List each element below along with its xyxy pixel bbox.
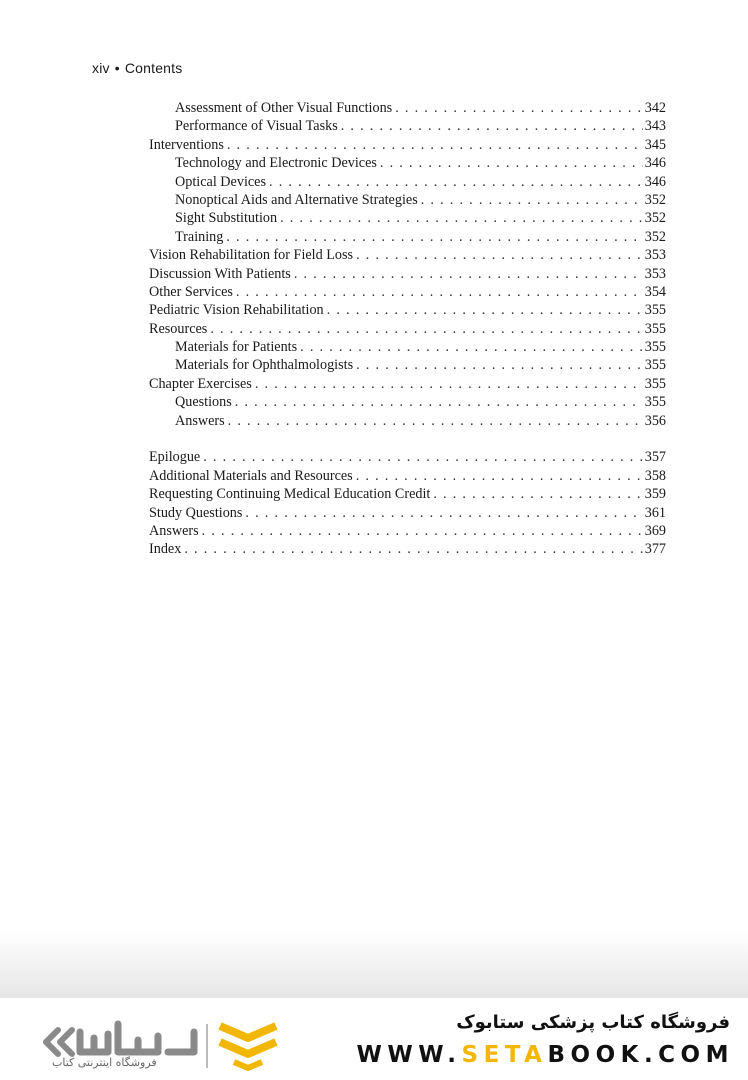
table-of-contents — [149, 99, 666, 559]
dot-leader — [245, 504, 642, 522]
toc-entry-page: 355 — [644, 394, 666, 411]
toc-entry-page: 355 — [644, 339, 666, 356]
toc-entry-title: Study Questions — [149, 504, 243, 521]
toc-entry-title: Nonoptical Aids and Alternative Strategies — [175, 191, 418, 208]
toc-entry-title: Sight Substitution — [175, 210, 278, 227]
toc-entry-page: 346 — [644, 155, 666, 172]
page-numeral: xiv — [92, 60, 110, 76]
toc-entry-title: Assessment of Other Visual Functions — [175, 100, 393, 116]
toc-entry-page: 355 — [644, 375, 666, 392]
toc-entry — [149, 504, 666, 522]
toc-entry-title: Interventions — [149, 136, 224, 153]
section-title: Contents — [124, 60, 183, 76]
toc-entry — [149, 448, 666, 466]
toc-entry-page: 355 — [644, 357, 666, 374]
toc-entry-page: 352 — [644, 228, 666, 245]
toc-entry — [149, 301, 666, 319]
store-name: فروشگاه کتاب پزشکی ستابوک — [456, 1012, 730, 1033]
toc-entry-page: 369 — [644, 522, 666, 539]
dot-leader — [210, 320, 642, 338]
toc-entry — [149, 356, 666, 374]
toc-entry — [149, 209, 666, 227]
url-accent: SETA — [461, 1042, 548, 1068]
toc-entry — [149, 522, 666, 540]
toc-entry-title: Index — [149, 541, 182, 558]
dot-leader — [280, 209, 643, 227]
toc-entry-title: Other Services — [149, 283, 233, 300]
toc-entry-page: 342 — [644, 100, 666, 116]
toc-entry — [149, 375, 666, 393]
toc-main-list — [149, 99, 666, 430]
dot-leader — [341, 117, 643, 135]
dot-leader — [184, 540, 642, 558]
toc-entry-title: Epilogue — [149, 449, 201, 466]
dot-leader — [380, 154, 643, 172]
toc-entry-page: 345 — [644, 136, 666, 153]
toc-entry — [149, 246, 666, 264]
toc-entry — [149, 283, 666, 301]
toc-entry-title: Training — [175, 228, 224, 245]
bottom-fade — [0, 930, 748, 998]
dot-leader — [228, 412, 643, 430]
toc-entry — [149, 173, 666, 191]
toc-entry-title: Additional Materials and Resources — [149, 467, 353, 484]
toc-entry-title: Materials for Ophthalmologists — [175, 357, 354, 374]
toc-entry-page: 355 — [644, 302, 666, 319]
running-head — [92, 60, 182, 76]
toc-entry-page: 354 — [644, 283, 666, 300]
toc-entry-title: Answers — [149, 522, 199, 539]
toc-entry — [149, 117, 666, 135]
toc-entry-page: 343 — [644, 118, 666, 135]
dot-leader — [356, 467, 643, 485]
url-prefix: WWW. — [356, 1042, 462, 1068]
dot-leader — [421, 191, 643, 209]
dot-leader — [255, 375, 643, 393]
dot-leader — [356, 356, 643, 374]
dot-leader — [433, 485, 642, 503]
toc-gap — [149, 430, 666, 448]
bullet-separator: • — [114, 60, 120, 76]
toc-entry — [149, 99, 666, 117]
dot-leader — [203, 448, 642, 466]
dot-leader — [395, 99, 643, 117]
toc-entry — [149, 320, 666, 338]
toc-entry — [149, 393, 666, 411]
toc-entry — [149, 338, 666, 356]
toc-entry — [149, 412, 666, 430]
toc-entry-page: 353 — [644, 265, 666, 282]
toc-entry — [149, 485, 666, 503]
store-url — [357, 1042, 734, 1068]
logo-caption: فروشگاه اینترنتی کتاب — [52, 1056, 157, 1069]
toc-entry-title: Resources — [149, 320, 208, 337]
toc-entry-title: Pediatric Vision Rehabilitation — [149, 302, 324, 319]
dot-leader — [227, 136, 643, 154]
dot-leader — [294, 265, 643, 283]
toc-entry — [149, 467, 666, 485]
dot-leader — [236, 283, 643, 301]
toc-entry — [149, 136, 666, 154]
toc-entry — [149, 228, 666, 246]
watermark-banner — [0, 998, 748, 1080]
toc-entry-title: Questions — [175, 394, 232, 411]
toc-entry — [149, 191, 666, 209]
toc-entry-title: Performance of Visual Tasks — [175, 118, 338, 135]
dot-leader — [235, 393, 643, 411]
toc-entry-title: Technology and Electronic Devices — [175, 155, 377, 172]
toc-entry-page: 377 — [644, 541, 666, 558]
toc-entry-page: 361 — [644, 504, 666, 521]
toc-entry-title: Requesting Continuing Medical Education Credit — [149, 486, 431, 503]
toc-entry-title: Optical Devices — [175, 173, 266, 190]
dot-leader — [356, 246, 643, 264]
url-suffix: BOOK.COM — [547, 1042, 734, 1068]
toc-entry-title: Answers — [175, 412, 225, 429]
toc-entry-page: 358 — [644, 467, 666, 484]
toc-entry-page: 352 — [644, 210, 666, 227]
toc-entry-title: Discussion With Patients — [149, 265, 291, 282]
toc-entry — [149, 540, 666, 558]
toc-entry — [149, 265, 666, 283]
dot-leader — [269, 173, 643, 191]
toc-back-matter-list — [149, 448, 666, 558]
toc-entry-title: Chapter Exercises — [149, 375, 252, 392]
dot-leader — [300, 338, 643, 356]
toc-entry-page: 359 — [644, 486, 666, 503]
toc-entry-page: 355 — [644, 320, 666, 337]
toc-entry-page: 357 — [644, 449, 666, 466]
dot-leader — [327, 301, 643, 319]
dot-leader — [202, 522, 643, 540]
toc-entry-page: 352 — [644, 191, 666, 208]
toc-entry-page: 356 — [644, 412, 666, 429]
dot-leader — [226, 228, 642, 246]
toc-entry — [149, 154, 666, 172]
toc-entry-title: Materials for Patients — [175, 339, 298, 356]
toc-entry-title: Vision Rehabilitation for Field Loss — [149, 247, 354, 264]
toc-entry-page: 353 — [644, 247, 666, 264]
toc-entry-page: 346 — [644, 173, 666, 190]
